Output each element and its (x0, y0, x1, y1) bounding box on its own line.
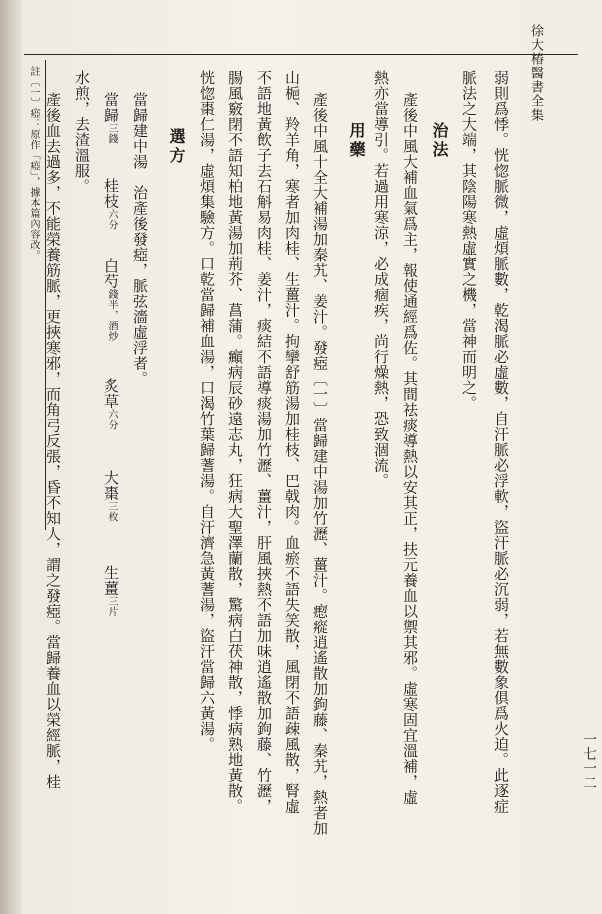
ingredient: 桂枝六分 (102, 178, 120, 230)
text-column: 熱亦當導引。若過用寒涼，必成痼疾，尚行燥熱，恐致涸流。 (372, 70, 390, 489)
ingredient: 白芍錢半，酒炒 (102, 258, 120, 342)
running-header-title: 徐大椿醫書全集 (528, 24, 543, 122)
text-column: 弱則爲悸。恍惚脈微，虛煩脈數，乾渴脈必虛數，自汗脈必浮軟，盜汗脈必沉弱，若無數象俱爲火迫。此逐症 (492, 70, 510, 814)
section-heading-zhifa: 治法 (430, 122, 449, 160)
ingredient: 炙草六分 (102, 378, 120, 430)
text-column: 產後血去過多，不能榮養筋脈，更挾寒邪，而角弓反張，昏不知人，謂之發瘂。當歸養血以榮經脈，桂 (44, 92, 62, 790)
text-column: 山梔、羚羊角，寒者加肉桂、生薑汁。拘攣舒筋湯加桂枝、巴戟肉。血瘀不語失笑散，風閉不語疎風散，腎虛 (283, 70, 301, 814)
text-column: 恍惚棗仁湯，虛煩集驗方。口乾當歸補血湯，口渴竹葉歸蓍湯。自汗濟急黃蓍湯，盜汗當歸六黃湯。 (198, 70, 216, 752)
section-heading-xuanfang: 選方 (167, 128, 186, 166)
ingredient: 當歸三錢 (102, 92, 120, 144)
page-number: 一七一二 (581, 732, 597, 790)
footnote: 註〔一〕瘂：原作「瘂」，據本篇內容改。 (28, 66, 39, 261)
header-rule (24, 54, 578, 55)
text-column: 腸風竅閉不語知柏地黃湯加荊芥、菖蒲。癲病辰砂遠志丸，狂病大聖澤蘭散，驚病白茯神散，悸病熟地黃散。 (226, 70, 244, 814)
ingredient: 生薑三片 (102, 565, 120, 617)
text-column: 產後中風大補血氣爲主，報使通經爲佐。其間祛痰導熱以安其正，扶元養血以禦其邪。虛寒固宜溫補，虛 (401, 92, 419, 805)
ingredient: 大棗三枚 (102, 470, 120, 522)
text-column: 產後中風十全大補湯加秦艽、姜汁。發瘂〔一〕當歸建中湯加竹瀝、薑汁。瘛瘲逍遙散加鉤藤、秦艽，熱者加 (311, 92, 329, 836)
text-column: 脈法之大端，其陰陽寒熱虛實之機，當神而明之。 (460, 70, 478, 411)
text-column: 不語地黃飲子去石斛易肉桂、姜汁，痰結不語導痰湯加竹瀝、薑汁，肝風挾熱不語加味逍遙散加鉤藤、竹瀝， (255, 70, 273, 814)
section-heading-yongyao: 用藥 (347, 122, 366, 160)
text-column: 水煎，去渣溫服。 (73, 70, 91, 194)
prescription-title: 當歸建中湯 治產後發瘂，脈弦濇虛浮者。 (131, 92, 149, 387)
